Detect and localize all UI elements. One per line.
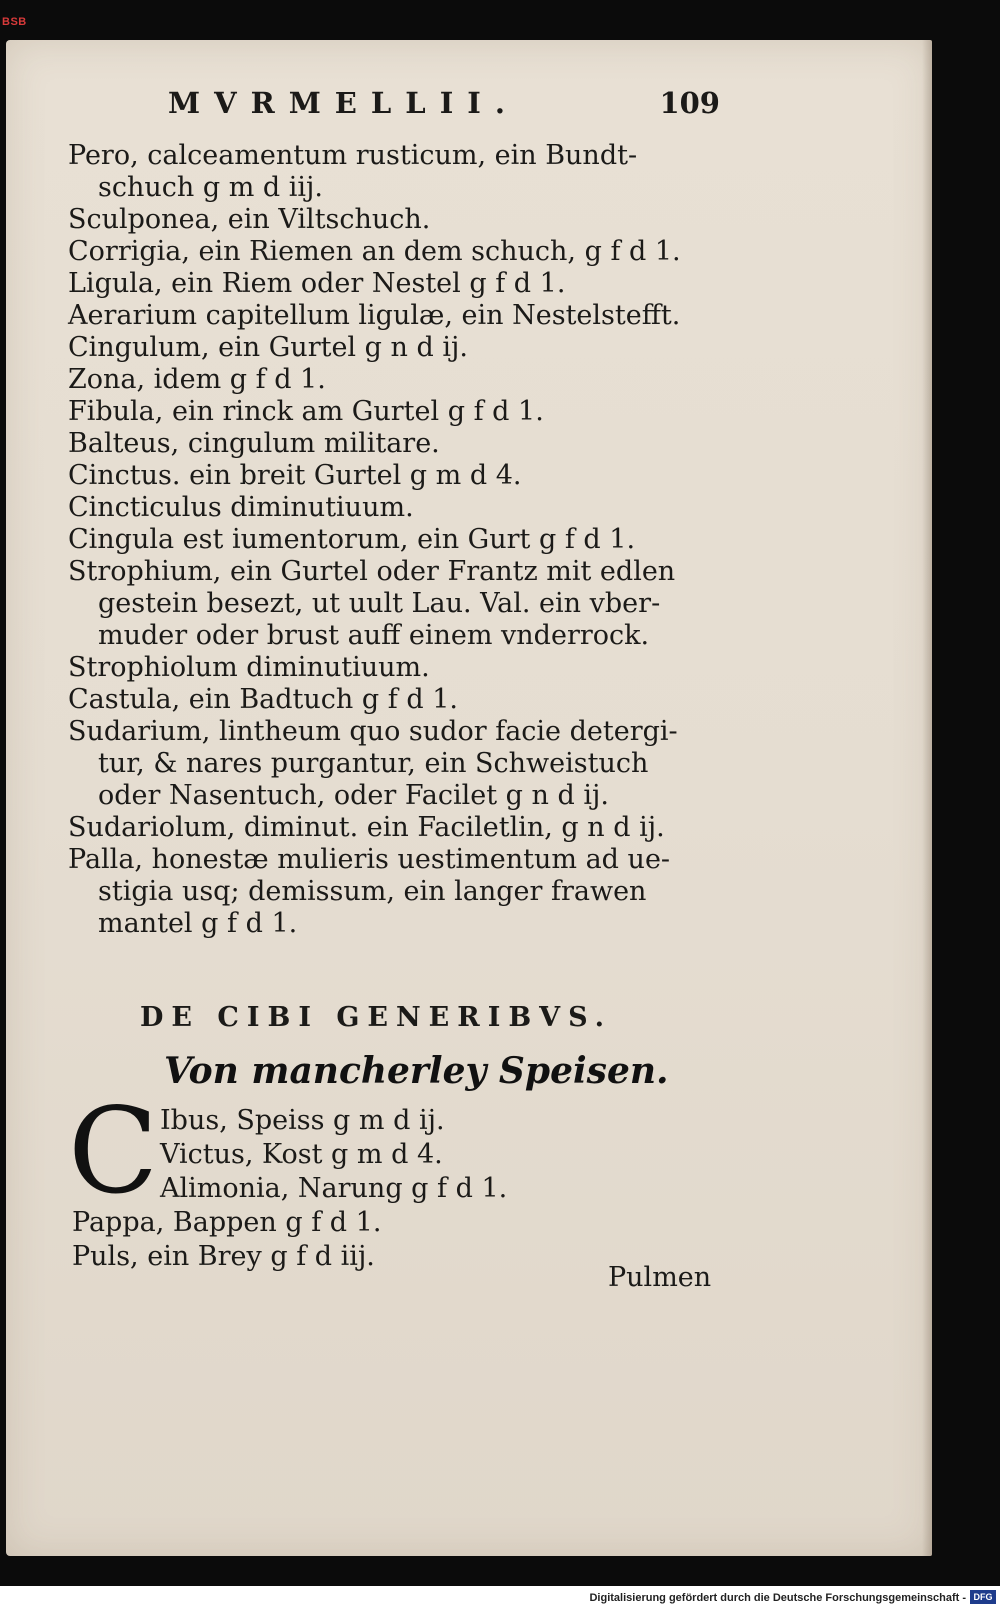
section-entry: Victus, Kost g m d 4. [160, 1139, 443, 1170]
glossary-entry-continuation: gestein besezt, ut uult Lau. Val. ein vber- [98, 588, 661, 619]
glossary-entry-continuation: mantel g f d 1. [98, 908, 298, 939]
glossary-entries [68, 140, 718, 940]
glossary-entry: Castula, ein Badtuch g f d 1. [68, 684, 458, 715]
glossary-entry: Sudarium, lintheum quo sudor facie detergi- [68, 716, 678, 747]
glossary-entry: Ligula, ein Riem oder Nestel g f d 1. [68, 268, 566, 299]
glossary-entry: Fibula, ein rinck am Gurtel g f d 1. [68, 396, 544, 427]
glossary-entry: Corrigia, ein Riemen an dem schuch, g f d 1. [68, 236, 681, 267]
bsb-logo: BSB [2, 16, 27, 28]
glossary-entry: Palla, honestæ mulieris uestimentum ad ue- [68, 844, 671, 875]
dfg-logo: DFG [970, 1590, 996, 1604]
section-subheading: Von mancherley Speisen. [164, 1050, 669, 1092]
glossary-entry: Balteus, cingulum militare. [68, 428, 440, 459]
glossary-entry-continuation: tur, & nares purgantur, ein Schweistuch [98, 748, 649, 779]
section-heading: DE CIBI GENERIBVS. [140, 1002, 613, 1033]
glossary-entry: Strophiolum diminutiuum. [68, 652, 430, 683]
section-entry: Ibus, Speiss g m d ij. [160, 1105, 445, 1136]
page-header [160, 86, 720, 126]
drop-cap-initial: C [68, 1082, 159, 1220]
glossary-entry: Cingulum, ein Gurtel g n d ij. [68, 332, 468, 363]
section-entry: Alimonia, Narung g f d 1. [160, 1173, 508, 1204]
glossary-entry-continuation: stigia usq; demissum, ein langer frawen [98, 876, 647, 907]
initial-entries [160, 1104, 680, 1206]
glossary-entry: Cincticulus diminutiuum. [68, 492, 414, 523]
following-entries [72, 1206, 592, 1274]
section-entry: Pappa, Bappen g f d 1. [72, 1207, 382, 1238]
glossary-entry: Sculponea, ein Viltschuch. [68, 204, 431, 235]
footer-bar [0, 1586, 1000, 1606]
glossary-entry-continuation: muder oder brust auff einem vnderrock. [98, 620, 650, 651]
glossary-entry: Cinctus. ein breit Gurtel g m d 4. [68, 460, 522, 491]
page-edge-shadow [922, 40, 932, 1556]
glossary-entry: Strophium, ein Gurtel oder Frantz mit edlen [68, 556, 676, 587]
glossary-entry: Zona, idem g f d 1. [68, 364, 326, 395]
glossary-entry: Pero, calceamentum rusticum, ein Bundt- [68, 140, 638, 171]
glossary-entry-continuation: schuch g m d iij. [98, 172, 323, 203]
glossary-entry-continuation: oder Nasentuch, oder Facilet g n d ij. [98, 780, 609, 811]
glossary-entry: Aerarium capitellum ligulæ, ein Nestelstefft. [68, 300, 681, 331]
footer-credit: Digitalisierung gefördert durch die Deutsche Forschungsgemeinschaft - [589, 1592, 966, 1604]
page-number: 109 [659, 86, 720, 120]
catchword: Pulmen [608, 1262, 712, 1293]
section-entry: Puls, ein Brey g f d iij. [72, 1241, 375, 1272]
glossary-entry: Sudariolum, diminut. ein Faciletlin, g n d ij. [68, 812, 665, 843]
running-head: MVRMELLII. [168, 86, 519, 120]
glossary-entry: Cingula est iumentorum, ein Gurt g f d 1. [68, 524, 636, 555]
